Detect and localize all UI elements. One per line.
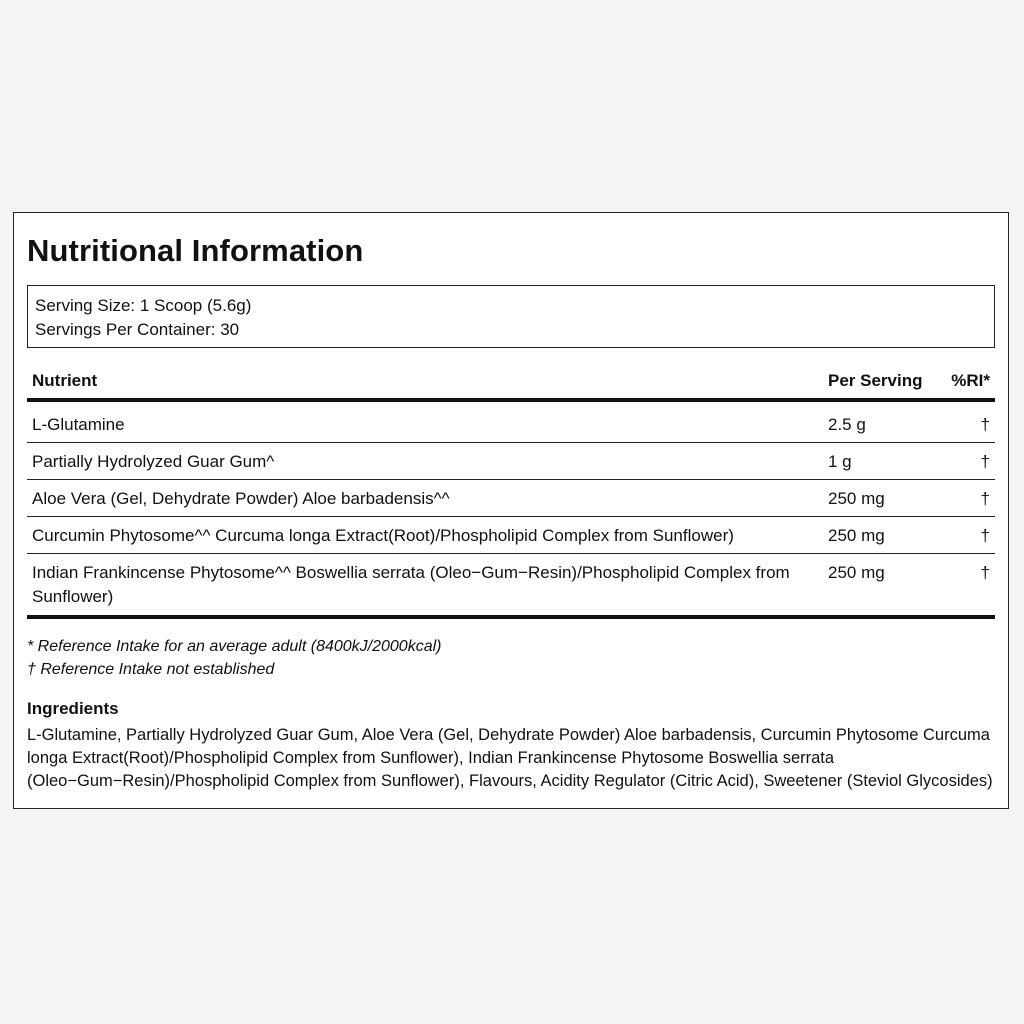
nutrient-name: Partially Hydrolyzed Guar Gum^ — [27, 443, 823, 480]
serving-info-box — [27, 285, 995, 348]
serving-size: Serving Size: 1 Scoop (5.6g) — [35, 296, 252, 315]
table-row — [27, 443, 995, 480]
footnote-reference-intake: * Reference Intake for an average adult (8400kJ/2000kcal) — [27, 638, 442, 655]
label-title: Nutritional Information — [27, 233, 364, 268]
nutrient-ri: † — [933, 400, 995, 443]
footnote-not-established: † Reference Intake not established — [27, 661, 275, 678]
header-ri: %RI* — [933, 364, 995, 400]
nutrient-ri: † — [933, 517, 995, 554]
nutrient-amount: 250 mg — [823, 554, 933, 618]
nutrient-ri: † — [933, 443, 995, 480]
nutrient-name: Aloe Vera (Gel, Dehydrate Powder) Aloe barbadensis^^ — [27, 480, 823, 517]
nutrition-label-panel — [13, 212, 1009, 809]
nutrient-amount: 250 mg — [823, 480, 933, 517]
nutrient-ri: † — [933, 480, 995, 517]
nutrient-amount: 1 g — [823, 443, 933, 480]
ingredients-heading: Ingredients — [27, 699, 119, 718]
table-row — [27, 517, 995, 554]
servings-per-container: Servings Per Container: 30 — [35, 320, 240, 339]
nutrient-ri: † — [933, 554, 995, 618]
nutrient-amount: 250 mg — [823, 517, 933, 554]
header-nutrient: Nutrient — [27, 364, 823, 400]
table-row — [27, 554, 995, 618]
table-row — [27, 480, 995, 517]
table-row — [27, 400, 995, 443]
nutrient-name: Indian Frankincense Phytosome^^ Boswellia serrata (Oleo−Gum−Resin)/Phospholipid Complex from Sunflower) — [27, 554, 823, 618]
ingredients-text: L-Glutamine, Partially Hydrolyzed Guar Gum, Aloe Vera (Gel, Dehydrate Powder) Aloe barbadensis, Curcumin Phytosome Curcuma longa Extract(Root)/Phospholipid Complex from Sunflower), Indian Frankincense Phytosome Boswellia serrata (Oleo−Gum−Resin)/Phospholipid Complex from Sunflower), Flavours, Acidity Regulator (Citric Acid), Sweetener (Steviol Glycosides) — [27, 726, 993, 790]
nutrient-name: Curcumin Phytosome^^ Curcuma longa Extract(Root)/Phospholipid Complex from Sunflower) — [27, 517, 823, 554]
nutrient-name: L-Glutamine — [27, 400, 823, 443]
header-per-serving: Per Serving — [823, 364, 933, 400]
footnotes — [27, 635, 995, 681]
nutrient-amount: 2.5 g — [823, 400, 933, 443]
nutrient-table — [27, 364, 995, 619]
table-header-row — [27, 364, 995, 400]
